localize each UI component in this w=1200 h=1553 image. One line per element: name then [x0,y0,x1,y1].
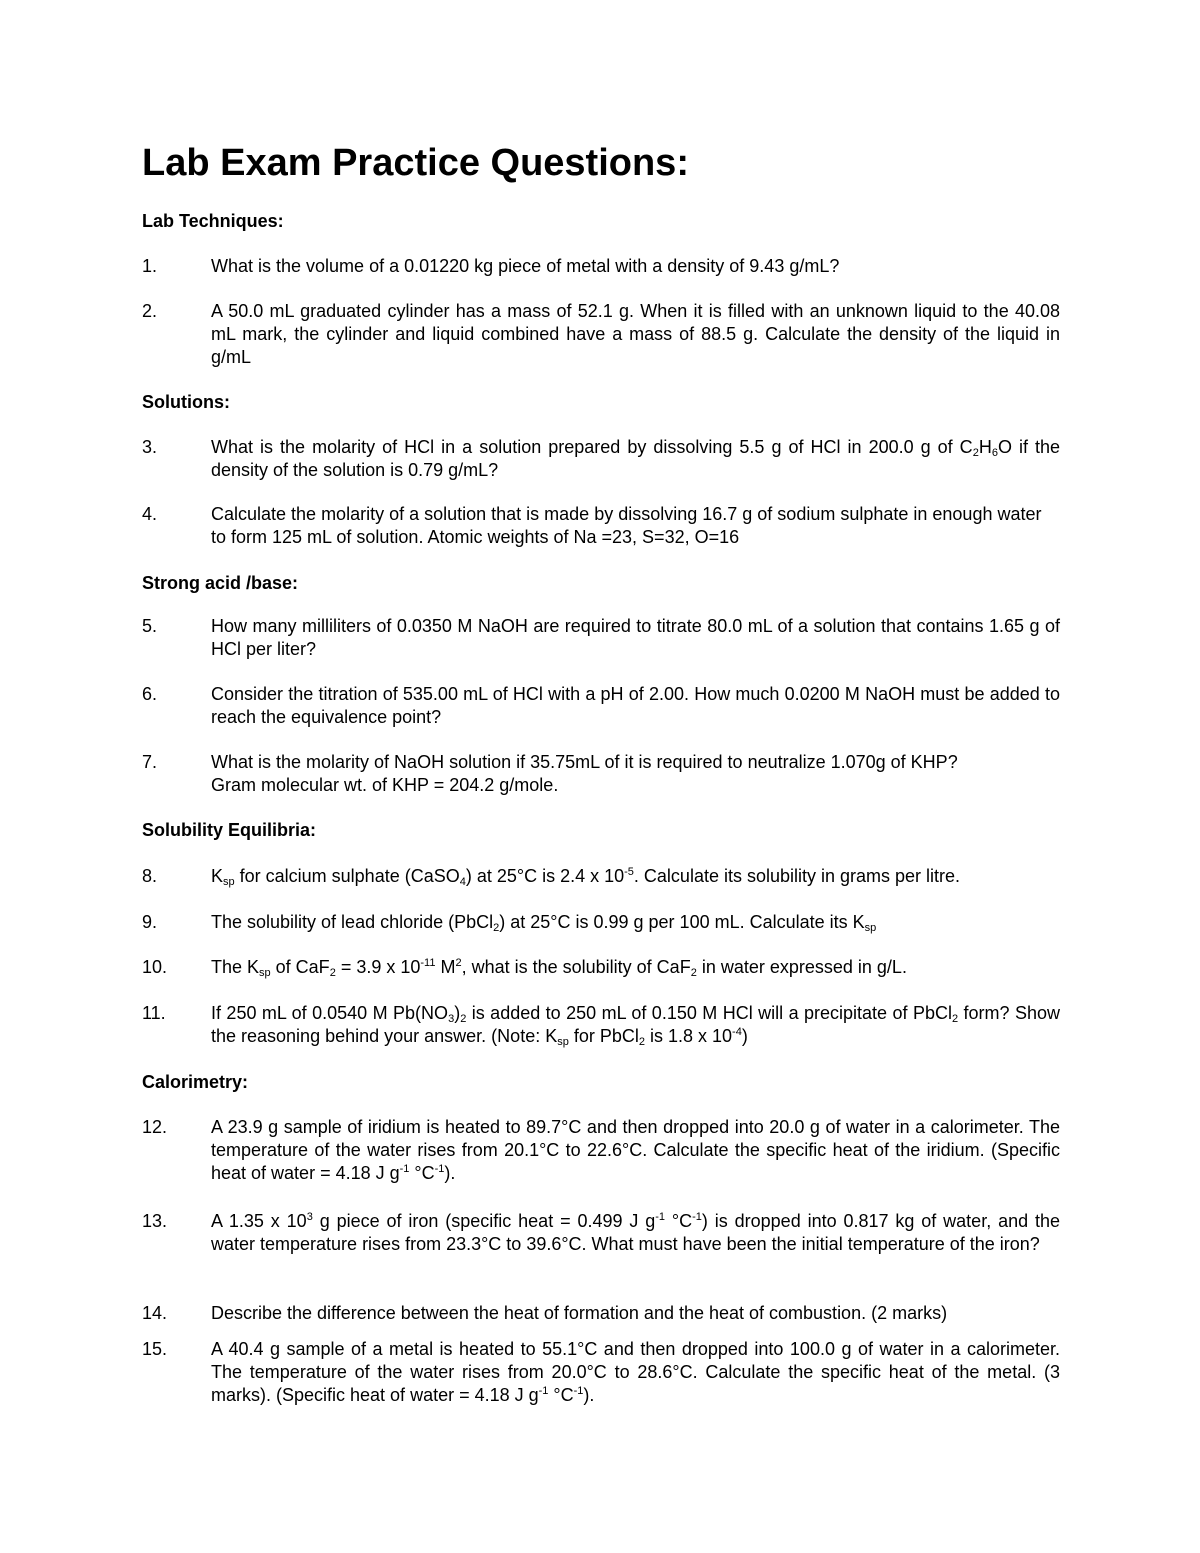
question-text: How many milliliters of 0.0350 M NaOH are required to titrate 80.0 mL of a solution that contains 1.65 g of HCl per liter? [211,616,1060,659]
question-2 [142,300,1060,369]
question-number: 14. [142,1303,168,1323]
question-text: What is the molarity of NaOH solution if 35.75mL of it is required to neutralize 1.070g of KHP? Gram molecular wt. of KHP = 204.2 g/mole. [211,752,958,795]
question-text: A 40.4 g sample of a metal is heated to 55.1°C and then dropped into 100.0 g of water in a calorimeter. The temperature of the water rises from 20.0°C to 28.6°C. Calculate the specific heat of the metal. (3 marks). (Specific heat of water = 4.18 J $g^{-1}$ $^\circ C^{-1}$). [211,1339,1060,1405]
question-number: 1. [142,256,158,276]
question-7 [142,751,1060,797]
question-text: What is the molarity of HCl in a solution prepared by dissolving 5.5 g of HCl in 200.0 g of $C_2H_6O$ if the density of the solution is 0.79 g/mL? [211,437,1060,480]
question-number: 13. [142,1211,168,1231]
question-1 [142,255,1060,278]
question-number: 6. [142,684,158,704]
question-5 [142,615,1060,661]
section-heading-solubility-equilibria: Solubility Equilibria: [142,820,317,840]
question-text: If 250 mL of 0.0540 M $Pb(NO_3)_2$ is added to 250 mL of 0.150 M HCl will a precipitate of PbCl$_2$ form? Show the reasoning behind your answer. (Note: $K_{sp}$ for PbCl$_2$ is 1.8 x $10^{-4}$) [211,1003,1061,1048]
question-3 [142,436,1060,482]
question-text: Calculate the molarity of a solution that is made by dissolving 16.7 g of sodium sulphate in enough water to form 125 mL of solution. Atomic weights of Na =23, S=32, O=16 [211,504,1042,547]
question-number: 8. [142,866,158,886]
question-11 [142,1002,1060,1048]
question-number: 7. [142,752,158,772]
section-heading-lab-techniques: Lab Techniques: [142,211,284,231]
question-number: 3. [142,437,158,457]
question-4 [142,503,1060,549]
question-13 [142,1210,1060,1256]
question-9 [142,911,1060,934]
question-text: A 23.9 g sample of iridium is heated to 89.7°C and then dropped into 20.0 g of water in a calorimeter. The temperature of the water rises from 20.1°C to 22.6°C. Calculate the specific heat of the iridium. (Specific heat of water = 4.18 J $g^{-1}$ $^\circ C^{-1}$). [211,1117,1060,1183]
question-text: $K_{sp}$ for calcium sulphate (CaSO$_4$) at 25°C is 2.4 x $10^{-5}$. Calculate its solubility in grams per litre. [211,866,961,888]
section-heading-solutions: Solutions: [142,392,230,412]
question-6 [142,683,1060,729]
question-text: A 50.0 mL graduated cylinder has a mass of 52.1 g. When it is filled with an unknown liquid to the 40.08 mL mark, the cylinder and liquid combined have a mass of 88.5 g. Calculate the density of the liquid in g/mL [211,301,1060,367]
question-text: The $K_{sp}$ of CaF$_2$ = 3.9 x $10^{-11}$ $M^2$, what is the solubility of CaF$_2$ in water expressed in g/L. [211,957,907,979]
question-number: 2. [142,301,158,321]
section-heading-calorimetry: Calorimetry: [142,1072,249,1092]
question-text: What is the volume of a 0.01220 kg piece of metal with a density of 9.43 g/mL? [211,256,840,276]
question-14 [142,1302,1060,1325]
question-number: 10. [142,957,168,977]
question-number: 11. [142,1003,166,1023]
question-number: 9. [142,912,158,932]
question-15 [142,1338,1060,1407]
question-number: 5. [142,616,158,636]
question-text: Describe the difference between the heat of formation and the heat of combustion. (2 marks) [211,1303,948,1323]
question-8 [142,865,1060,888]
question-10 [142,956,1060,979]
question-number: 4. [142,504,158,524]
question-number: 12. [142,1117,168,1137]
page-title: Lab Exam Practice Questions: [142,142,689,184]
question-text: The solubility of lead chloride (PbCl$_2$) at 25°C is 0.99 g per 100 mL. Calculate its $K_{sp}$ [211,912,877,934]
section-heading-strong-acid-base: Strong acid /base: [142,573,299,593]
question-text: Consider the titration of 535.00 mL of HCl with a pH of 2.00. How much 0.0200 M NaOH must be added to reach the equivalence point? [211,684,1060,727]
question-number: 15. [142,1339,168,1359]
question-12 [142,1116,1060,1185]
question-text: A 1.35 x $10^3$ g piece of iron (specific heat = 0.499 J $g^{-1}$ $^\circ C^{-1}$) is dropped into 0.817 kg of water, and the water temperature rises from 23.3°C to 39.6°C. What must have been the initial temperature of the iron? [211,1211,1060,1254]
